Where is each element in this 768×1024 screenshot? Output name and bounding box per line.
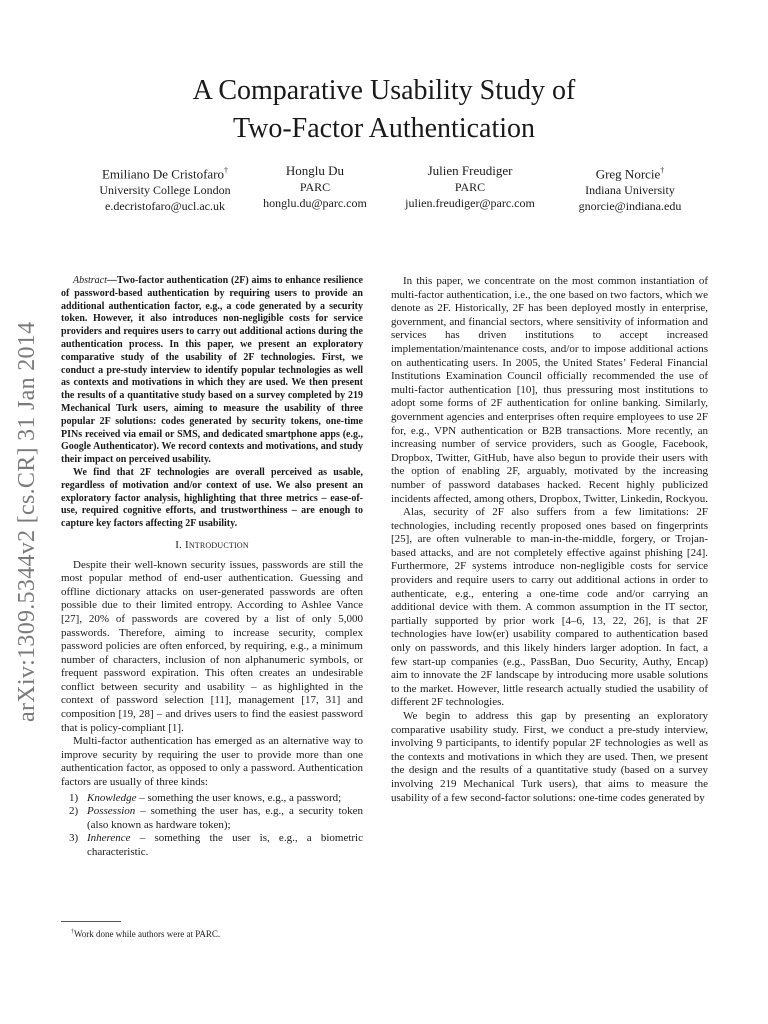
- section-heading: [61, 539, 363, 553]
- author-2: [250, 162, 380, 211]
- list-item: 3) Inherence – something the user is, e.g., a biometric characteristic.: [69, 832, 363, 858]
- author-affiliation: University College London: [99, 183, 231, 198]
- author-mark: †: [224, 166, 229, 175]
- author-name: Greg Norcie: [595, 166, 661, 182]
- author-affiliation: Indiana University: [585, 183, 675, 198]
- abstract-label: Abstract: [73, 275, 107, 286]
- author-name: Emiliano De Cristofaro: [101, 166, 225, 182]
- author-name: Honglu Du: [285, 163, 345, 178]
- author-block: [0, 162, 768, 222]
- body-paragraph-2: Alas, security of 2F also suffers from a few limitations: 2F technologies, including recently proposed ones based on fingerprints [25], are often vulnerable to man-in-the-middle, forgery, or Trojan-based attacks, and are not completely effective against phishing [24]. Furthermore, 2F systems introduce non-negligible costs for service providers and require users to carry out additional actions in order to authenticate, e.g., entering a one-time code and/or carrying an additional device with them. A common assumption in the IT sector, partially supported by prior work [4–6, 13, 22, 26], is that 2F technologies have low(er) usability compared to authentication based only on passwords, and this likely hinders larger adoption. In fact, a few start-up companies (e.g., PassBan, Duo Security, Authy, Encap) aim to innovate the 2F landscape by introducing more usable solutions to the market. However, little research actually studied the usability of different 2F technologies.: [391, 506, 708, 709]
- abstract-paragraph-1: —Two-factor authentication (2F) aims to enhance resilience of password-based authentication by requiring users to provide an additional authentication factor, e.g., a code generated by a security token. However, it also introduces non-negligible costs for service providers and requires users to carry out additional actions during the authentication process. In this paper, we present an exploratory comparative study of the usability of 2F technologies. First, we conduct a pre-study interview to identify popular technologies as well as contexts and motivations in which they are used. We then present the results of a quantitative study based on a survey completed by 219 Mechanical Turk users, aiming to measure the usability of three popular 2F solutions: codes generated by security tokens, one-time PINs received via email or SMS, and dedicated smartphone apps (e.g., Google Authenticator). We record contexts and motivations, and study their impact on perceived usability.: [61, 275, 363, 466]
- list-item: 1) Knowledge – something the user knows, e.g., a password;: [69, 791, 342, 804]
- author-email[interactable]: julien.freudiger@parc.com: [405, 196, 535, 210]
- footnote: [71, 926, 220, 940]
- paper-title: [0, 72, 768, 148]
- body-paragraph-1: In this paper, we concentrate on the most common instantiation of multi-factor authentication, i.e., the one based on two factors, which we denote as 2F. Historically, 2F has been deployed mostly in enterprise, government, and financial sectors, where sensitivity of information and services has driven institutions to accept increased implementation/maintenance costs, and/or to impose additional actions on authenticating users. In 2005, the United States’ Federal Financial Institutions Examination Council officially recommended the use of multi-factor authentication [10], thus pressuring most institutions to adopt some forms of 2F authentication for online banking. Similarly, government agencies and enterprises often require employees to use 2F for, e.g., VPN authentication or B2B transactions. More recently, an increasing number of service providers, such as Google, Facebook, Dropbox, Twitter, GitHub, have also begun to provide their users with the option of enabling 2F, arguably, motivated by the increasing number of password databases hacked. Recent highly publicized incidents affected, among others, Dropbox, Twitter, Linkedin, Rockyou.: [391, 275, 709, 505]
- title-line-1: A Comparative Usability Study of: [192, 75, 576, 106]
- section-title: Introduction: [184, 538, 249, 551]
- list-item: 2) Possession – something the user has, e.g., a security token (also known as hardware token);: [69, 805, 363, 831]
- author-1: [70, 162, 260, 214]
- right-column: [391, 275, 708, 805]
- author-3: [390, 162, 550, 211]
- author-affiliation: PARC: [454, 180, 486, 194]
- title-line-2: Two-Factor Authentication: [232, 113, 536, 144]
- factor-list: [61, 792, 363, 860]
- author-4: [560, 162, 700, 214]
- intro-paragraph-2: Multi-factor authentication has emerged as an alternative way to improve security by requiring the user to provide more than one authentication factor, as opposed to only a password. Authentication factors are usually of three kinds:: [61, 735, 363, 789]
- left-column: [61, 275, 363, 860]
- author-email[interactable]: e.decristofaro@ucl.ac.uk: [105, 199, 225, 214]
- footnote-rule: [61, 921, 121, 922]
- footnote-mark: †: [71, 929, 74, 935]
- author-mark: †: [660, 166, 665, 175]
- abstract-paragraph-2: We find that 2F technologies are overall perceived as usable, regardless of motivation and/or context of use. We also present an exploratory factor analysis, highlighting that three metrics – ease-of-use, required cognitive efforts, and trustworthiness – are enough to capture key factors affecting 2F usability.: [61, 466, 363, 530]
- arxiv-identifier: arXiv:1309.5344v2 [cs.CR] 31 Jan 2014: [14, 321, 40, 722]
- abstract: [61, 275, 363, 531]
- section-number: I.: [175, 538, 183, 551]
- intro-paragraph-1: Despite their well-known security issues, passwords are still the most popular method of end-user authentication. Guessing and offline dictionary attacks on user-generated passwords are often possible due to their limited entropy. According to Ashlee Vance [27], 20% of passwords are covered by a list of only 5,000 passwords. Therefore, aiming to increase security, complex password policies are often enforced, by requiring, e.g., a minimum number of characters, inclusion of non alphanumeric symbols, or frequent password expiration. This often creates an undesirable conflict between security and usability – as highlighted in the context of password selection [11], management [17, 31] and composition [19, 28] – and drives users to find the easiest password that is policy-compliant [1].: [61, 558, 363, 734]
- author-email[interactable]: gnorcie@indiana.edu: [578, 199, 682, 214]
- body-paragraph-3: We begin to address this gap by presenting an exploratory comparative usability study. First, we conduct a pre-study interview, involving 9 participants, to identify popular 2F technologies as well as the contexts and motivations in which they are used. Then, we present the design and the results of a quantitative study (based on a survey involving 219 Mechanical Turk users), that aims to measure the usability of a few second-factor solutions: one-time codes generated by: [391, 710, 708, 804]
- author-email[interactable]: honglu.du@parc.com: [263, 196, 367, 210]
- author-name: Julien Freudiger: [427, 163, 513, 178]
- author-affiliation: PARC: [299, 180, 331, 194]
- footnote-text: Work done while authors were at PARC.: [74, 929, 221, 939]
